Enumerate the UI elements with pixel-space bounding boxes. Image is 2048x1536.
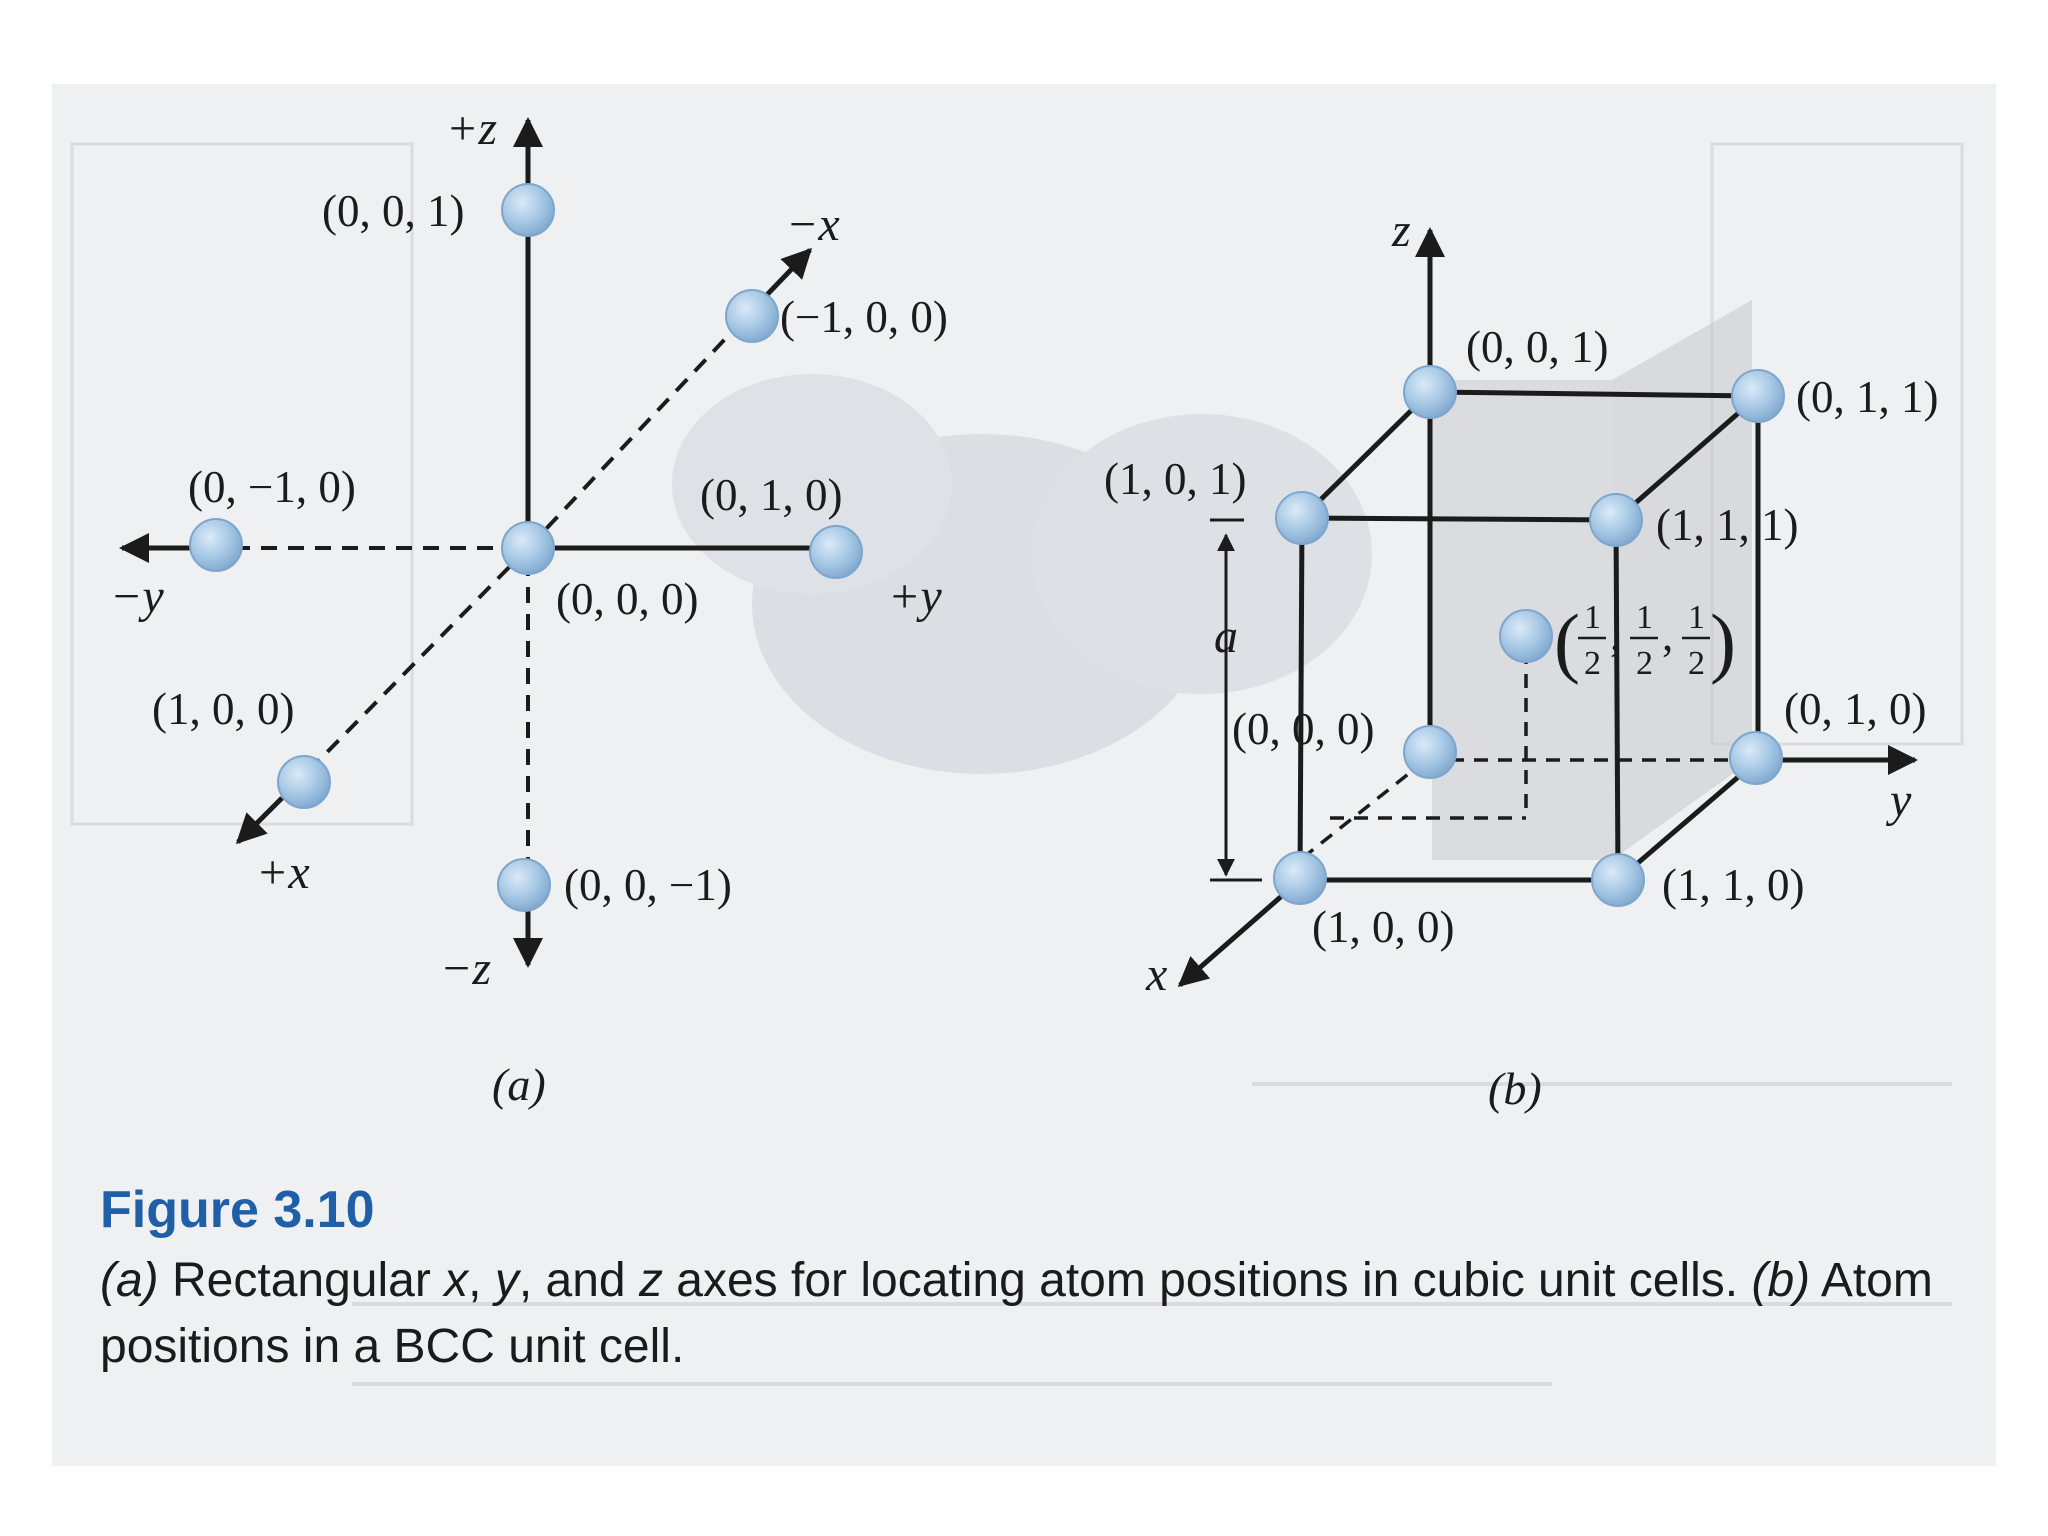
- center-label-num-1: 1: [1584, 599, 1601, 636]
- figure-caption: [100, 1180, 1980, 1380]
- atom-a-origin: [502, 522, 554, 574]
- coord-label-a-z-bottom: (0, 0, −1): [564, 860, 732, 910]
- atom-b-bottom-front-right: [1592, 854, 1644, 906]
- caption-comma: ,: [468, 1254, 495, 1307]
- cube-shaded-side: [1612, 300, 1752, 860]
- atom-b-center: [1500, 610, 1552, 662]
- atom-a-z-top: [502, 184, 554, 236]
- coord-label-a-origin: (0, 0, 0): [556, 574, 699, 624]
- caption-var-x: x: [444, 1254, 469, 1307]
- atom-a-pos-y: [810, 526, 862, 578]
- coord-label-a-neg-x: (−1, 0, 0): [780, 292, 948, 342]
- atom-a-z-bottom: [498, 859, 550, 911]
- cube-edge-front-right: [1616, 520, 1618, 880]
- center-label-den-2: 2: [1636, 645, 1653, 682]
- atom-b-top-front-right: [1590, 494, 1642, 546]
- center-label-den-1: 2: [1584, 645, 1601, 682]
- atom-b-bottom-back-right: [1730, 732, 1782, 784]
- lattice-parameter-label: a: [1214, 610, 1238, 663]
- center-label-sep-1: ,: [1610, 610, 1622, 660]
- coord-label-a-neg-y: (0, −1, 0): [188, 462, 356, 512]
- axis-label-pos-z: +z: [446, 102, 498, 155]
- panel-b: [1104, 204, 1938, 1114]
- axis-label-neg-x: −x: [786, 198, 840, 251]
- panel-b-sublabel: (b): [1488, 1063, 1542, 1114]
- axis-label-b-x: x: [1146, 948, 1168, 1001]
- caption-text-a1: Rectangular: [158, 1254, 445, 1307]
- axis-label-neg-z: −z: [440, 942, 492, 995]
- coord-label-a-z-top: (0, 0, 1): [322, 186, 465, 236]
- atom-b-top-front-left: [1276, 492, 1328, 544]
- center-label-close-paren: ): [1710, 598, 1736, 685]
- cube-edge-top-front: [1302, 518, 1616, 520]
- atom-a-pos-x: [278, 756, 330, 808]
- center-label-num-2: 1: [1636, 599, 1653, 636]
- coord-label-b-bottom-back-left: (0, 0, 0): [1232, 704, 1375, 754]
- caption-tag-a: (a): [100, 1254, 159, 1307]
- axis-label-pos-x: +x: [256, 846, 310, 899]
- coord-label-a-pos-x: (1, 0, 0): [152, 684, 295, 734]
- atom-b-bottom-back-left: [1404, 726, 1456, 778]
- coord-label-b-bottom-front-right: (1, 1, 0): [1662, 860, 1805, 910]
- coord-label-b-bottom-front-left: (1, 0, 0): [1312, 902, 1455, 952]
- axis-label-pos-y: +y: [888, 570, 942, 623]
- coord-label-b-top-front-right: (1, 1, 1): [1656, 500, 1799, 550]
- caption-var-y: y: [494, 1254, 519, 1307]
- axis-label-b-y: y: [1890, 774, 1912, 827]
- coord-label-b-top-front-left: (1, 0, 1): [1104, 454, 1247, 504]
- cube-edge-front-left: [1300, 518, 1302, 880]
- caption-tag-b: (b): [1751, 1254, 1811, 1307]
- coord-label-a-pos-y: (0, 1, 0): [700, 470, 843, 520]
- center-label-num-3: 1: [1688, 599, 1705, 636]
- atom-a-neg-y: [190, 519, 242, 571]
- center-label-open-paren: (: [1554, 598, 1580, 685]
- axis-label-neg-y: −y: [110, 570, 164, 623]
- atom-b-bottom-front-left: [1274, 852, 1326, 904]
- panel-a: [110, 102, 948, 1110]
- coord-label-b-bottom-back-right: (0, 1, 0): [1784, 684, 1927, 734]
- caption-var-z: z: [638, 1254, 663, 1307]
- atom-b-top-back-left: [1404, 366, 1456, 418]
- caption-body: [100, 1248, 1980, 1380]
- atom-b-top-back-right: [1732, 370, 1784, 422]
- caption-text-a2: axes for locating atom positions in cubic unit cells.: [662, 1254, 1752, 1307]
- coord-label-b-top-back-left: (0, 0, 1): [1466, 322, 1609, 372]
- cube-hidden-edge-bottom-left: [1300, 760, 1426, 860]
- caption-and: , and: [518, 1254, 639, 1307]
- panel-a-sublabel: (a): [492, 1059, 546, 1110]
- caption-text-b: Atom positions in a BCC unit cell.: [100, 1254, 1933, 1373]
- center-label-sep-2: ,: [1662, 610, 1674, 660]
- center-label-den-3: 2: [1688, 645, 1705, 682]
- coord-label-b-top-back-right: (0, 1, 1): [1796, 372, 1939, 422]
- axis-label-b-z: z: [1392, 204, 1411, 257]
- x-axis-positive-tip: [238, 798, 282, 842]
- figure-number: Figure 3.10: [100, 1181, 375, 1239]
- atom-a-neg-x: [726, 290, 778, 342]
